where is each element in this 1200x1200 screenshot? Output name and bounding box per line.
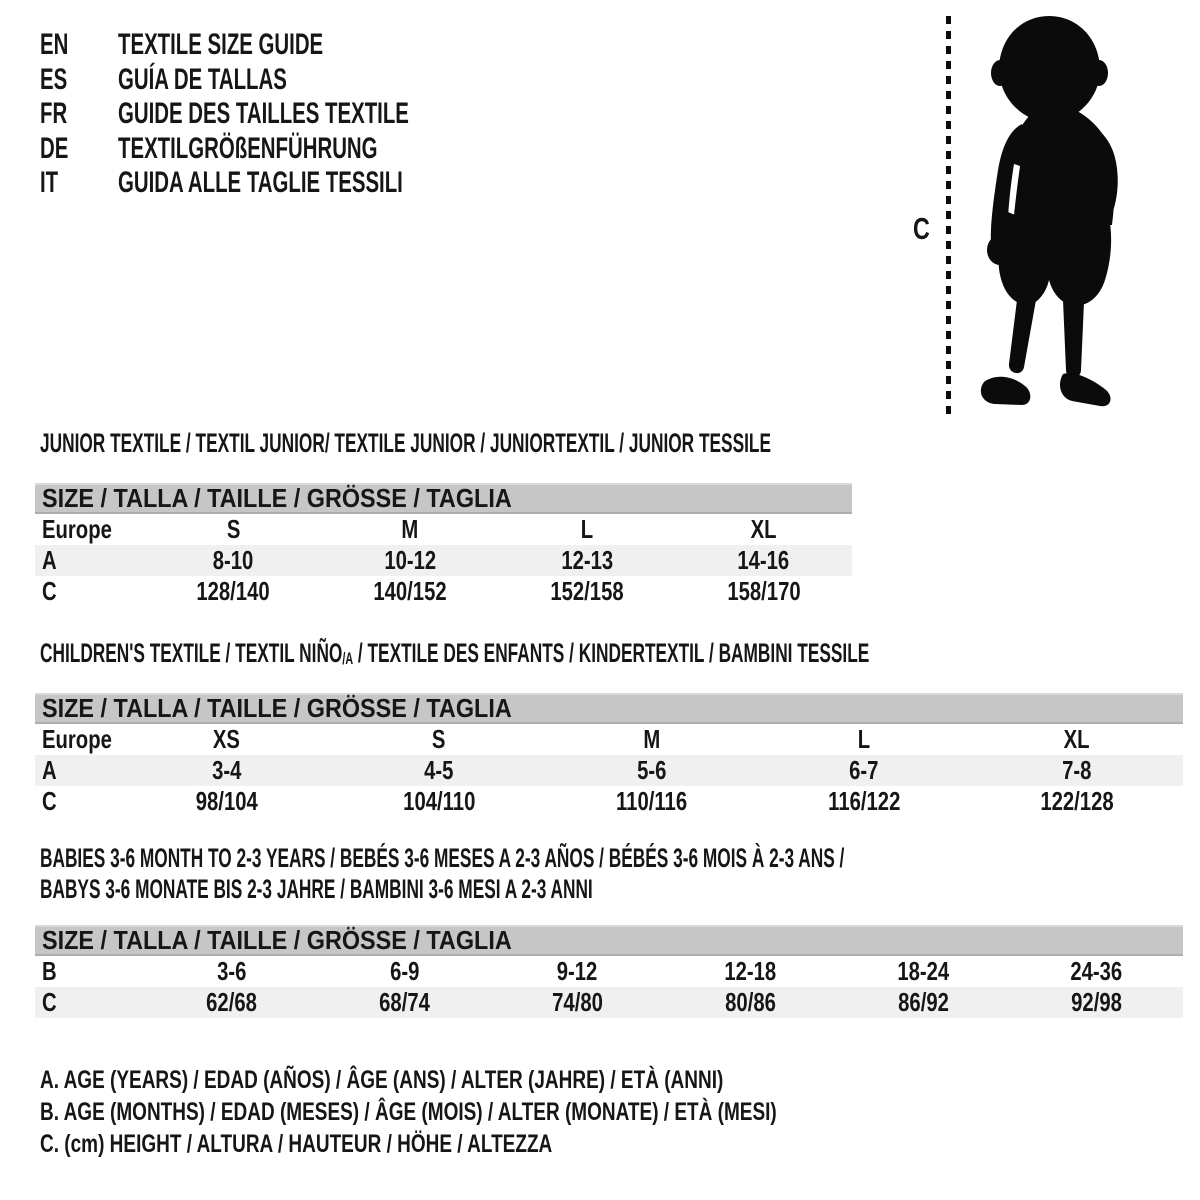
title-segment: / TEXTILE DES ENFANTS / KINDERTEXTIL / BAMBINI TESSILE [353,638,870,668]
table-cell-value: 8-10 [213,545,254,575]
table-cell-value: 5-6 [636,755,667,785]
table-cell-value: 92/98 [1071,987,1122,1017]
table-cell-value: 110/116 [615,786,688,816]
table-cell-value: 4-5 [424,755,454,785]
section-title-text [40,874,593,905]
table-cell [970,724,1183,755]
row-label [35,786,120,817]
row-label-text: Europe [42,724,112,754]
table-cell-value: M [643,724,660,754]
table-cell [545,755,758,786]
table-cell-value: L [580,514,594,544]
language-guide-title-text: TEXTILE SIZE GUIDE [118,28,324,62]
section-title-babies [40,843,1183,905]
size-table-children [35,693,1183,817]
table-cell [675,545,852,576]
size-table-header [35,925,1183,956]
language-guide-title-text: GUÍA DE TALLAS [118,62,287,96]
height-measure-dashed-line [946,16,951,416]
table-cell-value: S [226,514,241,544]
table-cell [664,956,837,987]
table-cell-value: 128/140 [196,576,271,606]
language-guide-title-text: TEXTILGRÖßENFÜHRUNG [118,131,378,165]
table-cell-value: L [857,724,871,754]
table-cell-value: M [401,514,419,544]
row-label [35,755,120,786]
table-cell-value: XS [212,724,240,754]
row-label [35,987,145,1018]
language-row [40,28,546,63]
table-cell-value: 3-6 [216,956,247,986]
table-cell [322,545,499,576]
table-cell [1010,956,1183,987]
section-title-text [40,843,844,874]
table-cell [120,755,333,786]
table-cell-value: 7-8 [1062,755,1092,785]
table-cell [758,786,971,817]
table-cell-value: 116/122 [827,786,901,816]
table-cell [318,956,491,987]
table-cell-value: 24-36 [1070,956,1123,986]
row-label [35,514,145,545]
table-cell-value: 12-13 [560,545,613,575]
legend-line [40,1096,1009,1128]
table-cell-value: 74/80 [552,987,603,1017]
language-guide-title [118,97,546,131]
size-table-header [35,693,1183,724]
table-cell-value: 6-9 [389,956,420,986]
language-code [40,28,118,62]
language-header [40,28,546,201]
table-cell [491,987,664,1018]
table-cell-value: 12-18 [724,956,777,986]
table-cell-value: 140/152 [373,576,447,606]
size-table-header [35,483,852,514]
table-cell-value: 9-12 [557,956,598,986]
table-cell [499,576,676,607]
table-cell-value: 10-12 [384,545,437,575]
table-cell-value: 14-16 [737,545,790,575]
language-row [40,63,546,98]
measure-label-c [913,211,935,247]
language-code [40,63,118,97]
section-title-junior [40,430,852,457]
table-cell-value: 122/128 [1040,786,1114,816]
row-label [35,576,145,607]
row-label [35,545,145,576]
row-label [35,956,145,987]
language-row [40,132,546,167]
title-segment: BABIES 3-6 MONTH TO 2-3 YEARS / BEBÉS 3-6 MESES A 2-3 AÑOS / BÉBÉS 3-6 MOIS À 2-3 ANS / [40,843,845,873]
table-cell [675,576,852,607]
table-row-europe [35,514,852,545]
language-code-text: IT [40,166,59,200]
title-segment: CHILDREN'S TEXTILE / TEXTIL NIÑO [40,638,343,668]
language-code-text: ES [40,62,68,96]
table-row-europe [35,724,1183,755]
legend-line [40,1128,1009,1160]
language-guide-title [118,132,500,166]
table-cell [837,956,1010,987]
language-guide-title [118,63,366,97]
section-title-text [40,430,771,457]
title-subscript: /A [342,649,354,668]
language-code-text: FR [40,97,68,131]
language-code [40,166,118,200]
size-table-header-text: SIZE / TALLA / TAILLE / GRÖSSE / TAGLIA [42,925,512,955]
row-label-text: A [42,755,57,785]
legend-line-text: C. (cm) HEIGHT / ALTURA / HAUTEUR / HÖHE / ALTEZZA [40,1130,553,1158]
table-cell-value: 62/68 [206,987,257,1017]
toddler-silhouette-icon [962,12,1137,417]
section-junior [35,430,852,607]
language-row [40,97,546,132]
section-title-text [40,640,869,672]
table-cell [1010,987,1183,1018]
language-guide-title [118,28,420,62]
language-guide-title [118,166,537,200]
table-cell-value: 86/92 [898,987,949,1017]
row-label-text: A [42,545,57,575]
table-cell [970,786,1183,817]
size-table-header-text: SIZE / TALLA / TAILLE / GRÖSSE / TAGLIA [42,693,512,723]
table-row-c [35,576,852,607]
table-cell [758,724,971,755]
section-babies [35,843,1183,1018]
row-label-text: B [42,956,57,986]
section-children [35,640,1183,817]
table-row-b [35,956,1183,987]
table-cell-value: 104/110 [402,786,475,816]
table-cell-value: 152/158 [550,576,624,606]
legend-line-text: B. AGE (MONTHS) / EDAD (MESES) / ÂGE (MOIS) / ALTER (MONATE) / ETÀ (MESI) [40,1098,777,1126]
table-cell [145,576,322,607]
row-label-text: Europe [42,514,112,544]
table-row-c [35,786,1183,817]
table-cell [758,755,971,786]
section-title-line [40,430,852,457]
table-row-a [35,755,1183,786]
table-cell [491,956,664,987]
table-cell-value: XL [1063,724,1090,754]
table-cell-value: 158/170 [726,576,801,606]
table-row-c [35,987,1183,1018]
language-code [40,132,118,166]
table-cell-value: 80/86 [725,987,776,1017]
table-cell [333,724,546,755]
row-label-text: C [42,786,57,816]
section-title-line [40,640,1183,667]
table-cell [120,786,333,817]
table-cell [333,786,546,817]
section-title-children [40,640,1183,667]
table-cell-value: 18-24 [897,956,950,986]
table-cell [145,956,318,987]
section-title-line [40,874,1183,905]
section-title-line [40,843,1183,874]
table-row-a [35,545,852,576]
table-cell [145,987,318,1018]
size-table-junior [35,483,852,607]
table-cell [545,724,758,755]
table-cell [837,987,1010,1018]
language-code [40,97,118,131]
table-cell-value: 68/74 [379,987,430,1017]
legend-line-text: A. AGE (YEARS) / EDAD (AÑOS) / ÂGE (ANS) / ALTER (JAHRE) / ETÀ (ANNI) [40,1066,724,1094]
table-cell [120,724,333,755]
table-cell-value: 3-4 [211,755,241,785]
table-cell [499,514,676,545]
table-cell-value: 6-7 [849,755,879,785]
size-table-header-text: SIZE / TALLA / TAILLE / GRÖSSE / TAGLIA [42,483,512,513]
size-table-babies [35,925,1183,1018]
title-segment: BABYS 3-6 MONATE BIS 2-3 JAHRE / BAMBINI 3-6 MESI A 2-3 ANNI [40,874,593,904]
table-cell [333,755,546,786]
table-cell [145,545,322,576]
table-cell [499,545,676,576]
legend-line [40,1064,1009,1096]
table-cell-value: XL [750,514,777,544]
measure-label-text: C [913,211,930,246]
table-cell-value: S [432,724,446,754]
legend [40,1064,1009,1160]
row-label [35,724,120,755]
table-cell [322,514,499,545]
table-cell [664,987,837,1018]
language-guide-title-text: GUIDE DES TAILLES TEXTILE [118,97,409,131]
table-cell-value: 98/104 [195,786,258,816]
table-cell [970,755,1183,786]
language-row [40,166,546,201]
title-segment: JUNIOR TEXTILE / TEXTIL JUNIOR/ TEXTILE JUNIOR / JUNIORTEXTIL / JUNIOR TESSILE [40,428,771,458]
language-guide-title-text: GUIDA ALLE TAGLIE TESSILI [118,166,403,200]
language-code-text: EN [40,28,69,62]
language-code-text: DE [40,131,69,165]
table-cell [545,786,758,817]
row-label-text: C [42,987,57,1017]
table-cell [318,987,491,1018]
table-cell [675,514,852,545]
row-label-text: C [42,576,57,606]
table-cell [322,576,499,607]
table-cell [145,514,322,545]
